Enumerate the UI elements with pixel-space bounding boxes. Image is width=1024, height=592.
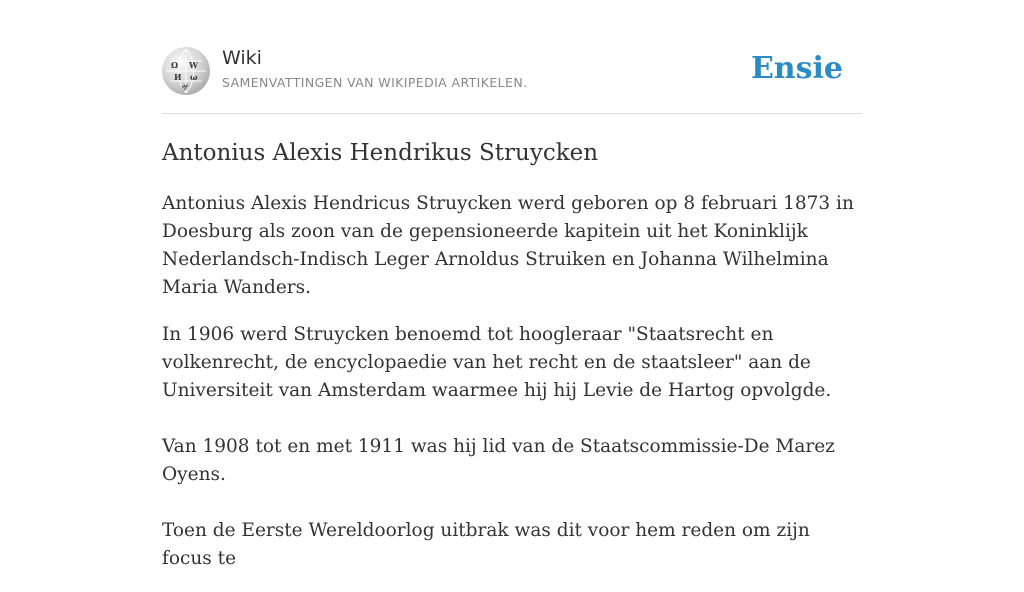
article-paragraph: In 1906 werd Struycken benoemd tot hoogleraar "Staatsrecht en volkenrecht, de encyclopaedie van het recht en de staatsleer" aan de Universiteit van Amsterdam waarmee hij hij Levie de Hartog opvolgde. bbox=[162, 324, 832, 401]
wikipedia-globe-icon[interactable] bbox=[162, 47, 210, 95]
article-paragraph: Toen de Eerste Wereldoorlog uitbrak was dit voor hem reden om zijn focus te bbox=[162, 520, 810, 569]
svg-text:ω: ω bbox=[190, 72, 198, 82]
article-title: Antonius Alexis Hendrikus Struycken bbox=[162, 140, 599, 166]
site-title[interactable]: Wiki bbox=[222, 47, 262, 69]
svg-text:W: W bbox=[189, 60, 198, 70]
site-subtitle: SAMENVATTINGEN VAN WIKIPEDIA ARTIKELEN. bbox=[222, 75, 528, 90]
site-header bbox=[162, 38, 862, 114]
ensie-brand-link[interactable]: Ensie bbox=[750, 51, 843, 86]
article-paragraph: Van 1908 tot en met 1911 was hij lid van de Staatscommissie-De Marez Oyens. bbox=[162, 436, 835, 485]
article-paragraph: Antonius Alexis Hendricus Struycken werd geboren op 8 februari 1873 in Doesburg als zoon van de gepensioneerde kapitein uit het Koninklijk Nederlandsch-Indisch Leger Arnoldus Struiken en Johanna Wilhelmina Maria Wanders. bbox=[162, 193, 854, 298]
svg-text:Ω: Ω bbox=[171, 60, 179, 70]
article-body bbox=[162, 190, 862, 592]
svg-text:ヴ: ヴ bbox=[181, 83, 188, 92]
svg-text:И: И bbox=[174, 72, 182, 82]
